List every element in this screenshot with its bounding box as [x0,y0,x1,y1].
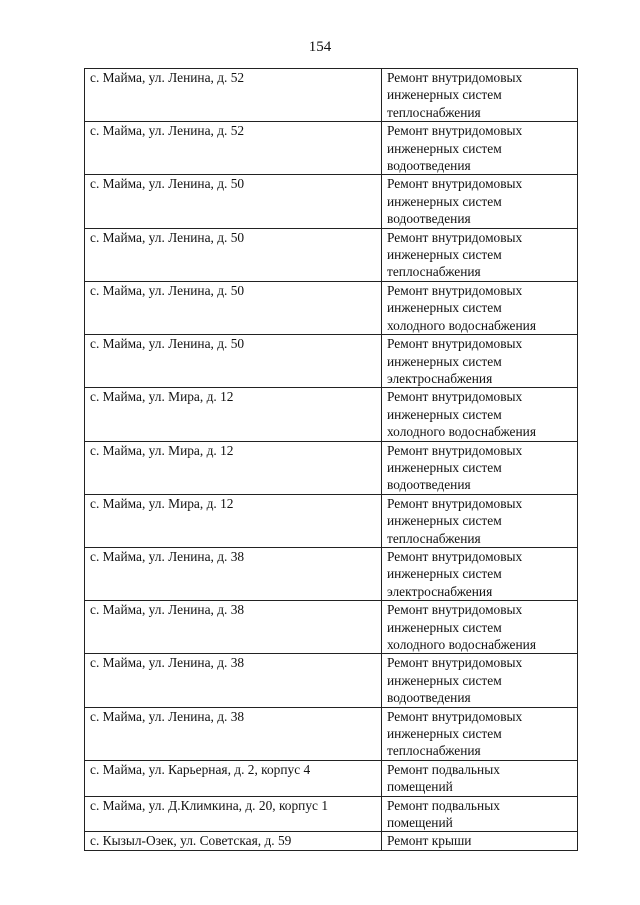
table-row [85,69,578,122]
address-text: с. Майма, ул. Ленина, д. 52 [90,123,245,139]
address-cell [85,601,382,654]
address-text: с. Майма, ул. Ленина, д. 38 [90,548,245,564]
address-text: с. Майма, ул. Ленина, д. 50 [90,336,245,352]
address-text: с. Майма, ул. Мира, д. 12 [90,442,234,458]
address-cell [85,707,382,760]
work-text: Ремонт внутридомовых инженерных систем теплоснабжения [387,708,523,759]
work-cell [382,228,578,281]
work-cell [382,281,578,334]
table-row [85,335,578,388]
work-text: Ремонт внутридомовых инженерных систем водоотведения [387,176,523,227]
work-text: Ремонт внутридомовых инженерных систем холодного водоснабжения [387,282,536,333]
work-cell [382,494,578,547]
table-row [85,228,578,281]
work-cell [382,832,578,850]
table-row [85,388,578,441]
table-row [85,601,578,654]
page-number: 154 [308,39,332,55]
work-text: Ремонт внутридомовых инженерных систем холодного водоснабжения [387,389,536,440]
address-cell [85,69,382,122]
address-cell [85,654,382,707]
address-cell [85,281,382,334]
work-text: Ремонт внутридомовых инженерных систем холодного водоснабжения [387,602,536,652]
table-row [85,122,578,175]
work-cell [382,796,578,832]
table-row [85,441,578,494]
address-text: с. Майма, ул. Мира, д. 12 [90,389,234,405]
works-table [84,68,578,851]
work-text: Ремонт внутридомовых инженерных систем водоотведения [387,123,523,174]
address-cell [85,122,382,175]
table-row [85,832,578,850]
address-text: с. Майма, ул. Ленина, д. 38 [90,602,245,618]
table-row [85,175,578,228]
address-text: с. Майма, ул. Ленина, д. 38 [90,655,245,671]
address-text: с. Майма, ул. Ленина, д. 50 [90,176,245,192]
address-cell [85,175,382,228]
work-cell [382,707,578,760]
work-text: Ремонт внутридомовых инженерных систем теплоснабжения [387,495,523,546]
work-text: Ремонт внутридомовых инженерных систем водоотведения [387,442,523,493]
address-text: с. Майма, ул. Д.Климкина, д. 20, корпус 1 [90,797,329,813]
address-text: с. Майма, ул. Ленина, д. 50 [90,229,245,245]
address-cell [85,796,382,832]
table-row [85,796,578,832]
work-text: Ремонт внутридомовых инженерных систем теплоснабжения [387,70,523,120]
work-cell [382,122,578,175]
work-text: Ремонт внутридомовых инженерных систем электроснабжения [387,336,523,386]
address-text: с. Майма, ул. Ленина, д. 52 [90,70,245,85]
work-cell [382,547,578,600]
work-cell [382,441,578,494]
work-text: Ремонт крыши [387,833,472,849]
table-row [85,494,578,547]
work-text: Ремонт подвальных помещений [387,797,500,831]
work-text: Ремонт внутридомовых инженерных систем теплоснабжения [387,229,523,280]
address-cell [85,228,382,281]
work-cell [382,388,578,441]
address-text: с. Майма, ул. Ленина, д. 38 [90,708,245,724]
table-row [85,707,578,760]
address-cell [85,388,382,441]
address-text: с. Майма, ул. Ленина, д. 50 [90,282,245,298]
table-row [85,547,578,600]
address-text: с. Майма, ул. Мира, д. 12 [90,495,234,511]
work-cell [382,69,578,122]
address-cell [85,760,382,796]
address-text: с. Кызыл-Озек, ул. Советская, д. 59 [90,833,292,849]
works-table-body [85,69,578,851]
address-text: с. Майма, ул. Карьерная, д. 2, корпус 4 [90,761,311,777]
address-cell [85,547,382,600]
work-cell [382,335,578,388]
work-cell [382,175,578,228]
address-cell [85,832,382,850]
work-text: Ремонт подвальных помещений [387,761,500,795]
work-cell [382,654,578,707]
work-cell [382,601,578,654]
table-row [85,760,578,796]
address-cell [85,335,382,388]
work-cell [382,760,578,796]
table-row [85,654,578,707]
work-text: Ремонт внутридомовых инженерных систем электроснабжения [387,548,523,599]
address-cell [85,494,382,547]
table-row [85,281,578,334]
work-text: Ремонт внутридомовых инженерных систем водоотведения [387,655,523,706]
address-cell [85,441,382,494]
